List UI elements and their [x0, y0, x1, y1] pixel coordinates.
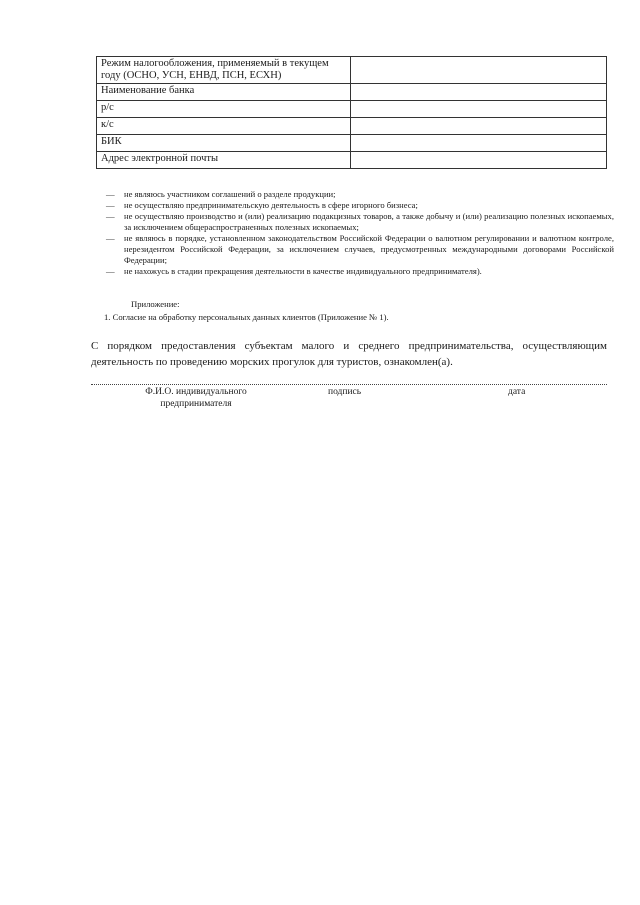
- appendix-item: 1. Согласие на обработку персональных данных клиентов (Приложение № 1).: [104, 312, 389, 322]
- signature-date-caption: дата: [508, 387, 526, 397]
- clause-text: не являюсь в порядке, установленном законодательством Российской Федерации о валютном регулировании и валютном контроле, нерезидентом Российской Федерации, за исключением случаев, предусмотренных международными договорами Российской Федерации;: [124, 233, 614, 265]
- email-value: [351, 152, 607, 169]
- bank-name-value: [351, 84, 607, 101]
- clause-text: не осуществляю производство и (или) реализацию подакцизных товаров, а также добычу и (или) реализацию полезных ископаемых, за исключением общераспространенных полезных ископаемых;: [124, 211, 614, 232]
- bik-label: БИК: [97, 135, 351, 152]
- dash-marker: —: [106, 200, 115, 210]
- dash-marker: —: [106, 189, 115, 199]
- settlement-account-label: р/с: [97, 101, 351, 118]
- clause-text: не нахожусь в стадии прекращения деятельности в качестве индивидуального предпринимателя).: [124, 266, 482, 276]
- list-item: [104, 233, 614, 266]
- clause-text: не являюсь участником соглашений о разделе продукции;: [124, 189, 336, 199]
- tax-regime-label: Режим налогообложения, применяемый в текущем году (ОСНО, УСН, ЕНВД, ПСН, ЕСХН): [97, 57, 351, 84]
- table-row: [97, 57, 607, 84]
- list-item: [104, 266, 614, 277]
- dash-marker: —: [106, 211, 115, 221]
- signature-fio-caption: Ф.И.О. индивидуального предпринимателя: [145, 387, 247, 409]
- bik-value: [351, 135, 607, 152]
- table-row: [97, 152, 607, 169]
- list-item: [104, 189, 614, 200]
- correspondent-account-label: к/с: [97, 118, 351, 135]
- tax-regime-value: [351, 57, 607, 84]
- dash-marker: —: [106, 233, 115, 243]
- dash-marker: —: [106, 266, 115, 276]
- requisites-table: [96, 56, 607, 169]
- list-item: [104, 211, 614, 233]
- correspondent-account-value: [351, 118, 607, 135]
- settlement-account-value: [351, 101, 607, 118]
- signature-line: [91, 384, 607, 385]
- list-item: [104, 200, 614, 211]
- signature-sign-caption: подпись: [328, 387, 362, 397]
- table-row: [97, 101, 607, 118]
- email-label: Адрес электронной почты: [97, 152, 351, 169]
- clause-text: не осуществляю предпринимательскую деятельность в сфере игорного бизнеса;: [124, 200, 418, 210]
- bank-name-label: Наименование банка: [97, 84, 351, 101]
- table-row: [97, 135, 607, 152]
- table-row: [97, 118, 607, 135]
- declaration-clauses: [104, 189, 614, 277]
- appendix-title: Приложение:: [131, 299, 180, 309]
- acknowledgement-text: С порядком предоставления субъектам малого и среднего предпринимательства, осуществляющим деятельность по проведению морских прогулок для туристов, ознакомлен(а).: [91, 340, 607, 368]
- table-row: [97, 84, 607, 101]
